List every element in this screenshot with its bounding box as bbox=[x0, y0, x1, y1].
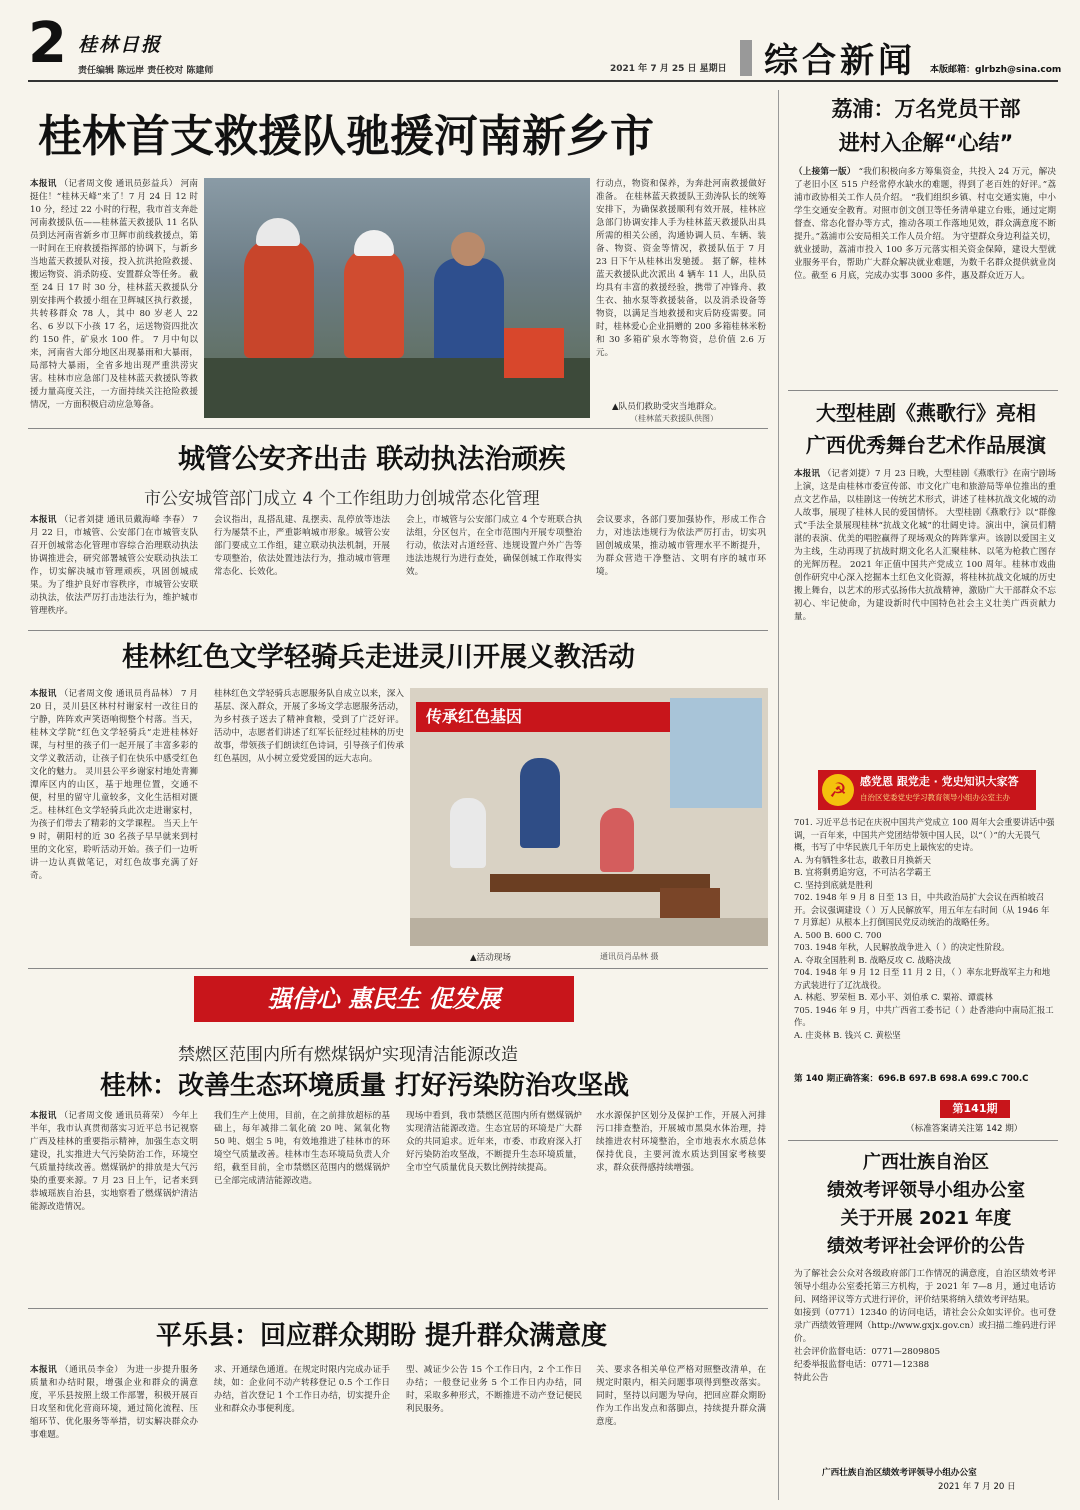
special-banner-text: 强信心 惠民生 促发展 bbox=[267, 984, 501, 1013]
story5-byline: 本报讯 bbox=[30, 1365, 58, 1375]
notice-title-4: 绩效考评社会评价的公告 bbox=[827, 1236, 1025, 1257]
special-col4: 水水源保护区划分及保护工作，开展入河排污口排查整治，开展城市黑臭水体治理，持续推进农村环境整治，全市地表水水质总体保持优良，主要河流水质达到国家考核要求，群众获得感持续增强。 bbox=[596, 1111, 766, 1173]
quiz-band-title: 感党恩 跟党走 · 党史知识大家答 bbox=[860, 775, 1019, 788]
special-text1: 今年上半年，我市认真贯彻落实习近平总书记视察广西及桂林的重要指示精神，加强生态文明建设，扎实推进大气污染防治工作，环境空气质量持续改善。燃煤锅炉的排放是大气污染的重要来源。7 月 23 日上午，记者来到恭城瑶族自治县，实地察看了燃煤锅炉清洁能源改造情况。 bbox=[30, 1111, 198, 1212]
quiz-band-subtitle: 自治区党委党史学习教育领导小组办公室主办 bbox=[860, 793, 1010, 802]
story2-byline: 本报讯 bbox=[30, 515, 57, 525]
special-col1 bbox=[30, 1110, 198, 1302]
special-byline-sub: （记者周文俊 通讯员蒋荣） bbox=[59, 1111, 169, 1121]
lead-photo bbox=[204, 178, 590, 418]
quiz-item: 702. 1948 年 9 月 8 日至 13 日，中共政治局扩大会议在西柏坡召开。会议强调建设（ ）万人民解放军，用五年左右时间（从 1946 年 7 月算起）从根本上打倒国民党反动统治的战略任务。 bbox=[794, 892, 1050, 927]
quiz-answers: 第 140 期正确答案：696.B 697.B 698.A 699.C 700.C bbox=[794, 1074, 1029, 1084]
story5-byline-sub: （通讯员李金） bbox=[60, 1365, 124, 1375]
story3-photo-caption: ▲活动现场 bbox=[470, 953, 511, 963]
story3-col1 bbox=[30, 688, 198, 964]
quiz-item: 703. 1948 年秋，人民解放战争进入（ ）的决定性阶段。 bbox=[794, 942, 1010, 952]
story5-headline: 平乐县：回应群众期盼 提升群众满意度 bbox=[156, 1321, 608, 1351]
editors-line: 责任编辑 陈远岸 责任校对 陈建师 bbox=[78, 66, 214, 76]
party-emblem-icon: ☭ bbox=[822, 774, 854, 806]
floor bbox=[410, 918, 768, 946]
story5-col2: 求、开通绿色通道。在规定时限内完成办证手续，如：企业问不动产转移登记 0.5 个工作日办结，首次登记 1 个工作日办结，切实提升企业和群众办事便利度。 bbox=[214, 1365, 390, 1414]
right-top-text1: “我们积极向多方筹集资金，共投入 24 万元，解决了老旧小区 515 户经常停水缺水的难题，得到了老百姓的好评。”荔浦市政协相关工作人员介绍。 bbox=[794, 167, 1056, 203]
notice-body bbox=[794, 1268, 1056, 1458]
story3-photo-credit: 通讯员肖品林 摄 bbox=[600, 952, 659, 961]
lead-text2: 行动点，物资和保养，为奔赴河南救援做好准备。 bbox=[596, 179, 766, 202]
right-column-divider bbox=[778, 90, 779, 1500]
rule-1 bbox=[28, 428, 768, 429]
notice-text3: 社会评价监督电话：0771—2809805 bbox=[794, 1347, 941, 1357]
special-banner bbox=[194, 976, 574, 1022]
quiz-note: （标准答案请关注第 142 期） bbox=[906, 1124, 1023, 1134]
child-figure bbox=[450, 798, 486, 868]
story3-headline: 桂林红色文学轻骑兵走进灵川开展义教活动 bbox=[122, 642, 635, 673]
rescuer-helmet-2 bbox=[354, 230, 394, 256]
right-top-lead: （上接第一版） bbox=[794, 167, 856, 177]
paper-name: 桂林日报 bbox=[78, 34, 163, 56]
lead-text1c: 7 月中旬以来，河南省大部分地区出现暴雨和大暴雨，局部特大暴雨，全省多地出现严重洪涝灾害。桂林市应急部门及桂林蓝天救援队等救援力量高度关注，一方面持续关注抢险救援情况，一方面积极启动应急筹备。 bbox=[30, 335, 198, 410]
right-top-headline-2: 进村入企解“心结” bbox=[838, 131, 1014, 155]
section-marker bbox=[740, 40, 752, 76]
quiz-item: 701. 习近平总书记在庆祝中国共产党成立 100 周年大会重要讲话中强调，一百年来，中国共产党团结带领中国人民，以“（ ）”的大无畏气概，书写了中华民族几千年历史上最恢宏的史诗。 bbox=[794, 817, 1055, 852]
rule-4 bbox=[28, 1308, 768, 1309]
notice-title-3: 关于开展 2021 年度 bbox=[840, 1208, 1012, 1229]
rescuer-helmet bbox=[256, 218, 300, 246]
story3-text4: 桂林红色文学轻骑兵志愿服务队自成立以来，深入基层、深入群众，开展了多场文学志愿服务活动，为乡村孩子送去了精神食粮，受到了广泛好评。 bbox=[214, 689, 404, 725]
special-headline: 桂林：改善生态环境质量 打好污染防治攻坚战 bbox=[100, 1071, 630, 1101]
quiz-item: 704. 1948 年 9 月 12 日至 11 月 2 日，（ ）率东北野战军主力和地方武装进行了辽沈战役。 bbox=[794, 967, 1051, 990]
quiz-option: C. 坚持到底就是胜利 bbox=[794, 879, 873, 890]
quiz-issue-badge bbox=[940, 1100, 1010, 1118]
quiz-issue: 第141期 bbox=[952, 1102, 998, 1115]
lead-photo-credit: （桂林蓝天救援队供图） bbox=[630, 414, 718, 423]
quiz-list bbox=[794, 816, 1056, 1060]
notice-title-1: 广西壮族自治区 bbox=[863, 1152, 989, 1173]
story3-col2 bbox=[214, 688, 404, 964]
story2-col3: 会上，市城管与公安部门成立 4 个专班联合执法组，分区包片，在全市范围内开展专项整治行动，依法对占道经营、违规设置户外广告等违法违规行为进行查处，确保创城工作取得实效。 bbox=[406, 515, 582, 577]
right-story2-text3: 2021 年正值中国共产党成立 100 周年。桂林市戏曲创作研究中心深入挖掘本土红色文化资源，将桂林抗战文化城的历史搬上舞台，以艺术的形式弘扬伟大抗战精神，激励广大干部群众不忘初心、牢记使命，为建设新时代中国特色社会主义壮美广西贡献力量。 bbox=[794, 560, 1056, 622]
right-rule-1 bbox=[788, 390, 1058, 391]
story3-byline: 本报讯 bbox=[30, 689, 57, 699]
right-story2-headline-1: 大型桂剧《燕歌行》亮相 bbox=[816, 401, 1036, 425]
notice-title-2: 绩效考评领导小组办公室 bbox=[827, 1180, 1025, 1201]
rule-3 bbox=[28, 968, 768, 969]
lead-text2b: 在桂林蓝天救援队王劲涛队长的统筹安排下，为确保救援顺利有效开展，桂林应急部门协调安排人手为桂林蓝天救援队出具所需的相关公函，沟通协调人员、车辆、装备、物资、资金等情况，救援队伍于 7 月 23 日下午从桂林出发驰援。 bbox=[596, 192, 766, 267]
story5-col1 bbox=[30, 1364, 198, 1488]
photo-banner: 传承红色基因 bbox=[416, 702, 676, 732]
right-story2-text2: 大型桂剧《燕歌行》以“群像式”手法全景展现桂林“抗战文化城”的壮阔史诗。演出中，演员们精湛的表演、优美的唱腔赢得了现场观众的阵阵掌声。该剧以爱国主义为主线，生动再现了抗战时期文化名人汇聚桂林、以笔为枪救亡图存的光辉历程。 bbox=[794, 508, 1056, 570]
special-col2: 我们生产上使用，目前，在之前排放超标的基础上，每年减排二氧化硫 20 吨、氮氧化物 50 吨、烟尘 5 吨，有效地推进了桂林市的环境空气质量改善。桂林市生态环境局负责人介绍，截至目前，全市禁燃区范围内的燃煤锅炉已全部完成清洁能源改造。 bbox=[214, 1111, 390, 1186]
story5-text1: 为进一步提升服务质量和办结时限，增强企业和群众的满意度，平乐县按照上级工作部署，积极开展百日攻坚和优化营商环境，通过简化流程、压缩环节、优化服务等举措，切实解决群众办事难题。 bbox=[30, 1365, 198, 1440]
story2-subhead: 市公安城管部门成立 4 个工作组助力创城常态化管理 bbox=[144, 489, 540, 509]
story2-text1: 7 月 22 日，市城管、公安部门在市城管支队召开创城常态化管理市容综合治理联动执法协调推进会，研究部署城管公安联动执法工作，切实解决城市管理顽疾，巩固创城成果。为了维护良好市容秩序，市城管公安联动执法，依法严厉打击违法行为，维护城市管理秩序。 bbox=[30, 515, 198, 616]
lead-byline-sub: （记者周文俊 通讯员彭益兵） bbox=[59, 179, 178, 189]
page-number: 2 bbox=[28, 11, 67, 76]
story2-col4: 会议要求，各部门要加强协作，形成工作合力，对违法违规行为依法严厉打击，切实巩固创城成果，推动城市管理水平不断提升，为群众营造干净整洁、文明有序的城市环境。 bbox=[596, 515, 766, 577]
story2-col1 bbox=[30, 514, 198, 626]
story3-photo bbox=[410, 688, 768, 946]
story2-byline-sub: （记者刘捷 通讯员戴海峰 李春） bbox=[59, 515, 190, 525]
right-top-headline-1: 荔浦：万名党员干部 bbox=[831, 97, 1021, 121]
story2-col2: 会议指出，乱搭乱建、乱摆卖、乱停放等违法行为屡禁不止，严重影响城市形象。城管公安部门要成立工作组，建立联动执法机制，开展专项整治，依法处置违法行为，推动城市管理常态化、长效化。 bbox=[214, 515, 390, 577]
child-figure-2 bbox=[600, 808, 634, 872]
lead-col2 bbox=[596, 178, 766, 394]
rule-2 bbox=[28, 630, 768, 631]
right-story2-text1: （记者刘捷）7 月 23 日晚，大型桂剧《燕歌行》在南宁剧场上演，这是由桂林市委宣传部、市文化广电和旅游局等单位推出的重点文艺作品，以桂剧这一传统艺术形式，讲述了桂林抗战文化城的动人故事，展现了桂林人民的爱国情怀。 bbox=[794, 469, 1056, 518]
section-email: 本版邮箱：glrbzh@sina.com bbox=[930, 65, 1062, 75]
notice-date: 2021 年 7 月 20 日 bbox=[938, 1482, 1016, 1492]
special-col3: 现场中看到，我市禁燃区范围内所有燃煤锅炉实现清洁能源改造。生态宜居的环境是广大群众的共同追求。近年来，市委、市政府深入打好污染防治攻坚战，不断提升生态环境质量，全市空气质量优良天数比例持续提高。 bbox=[406, 1111, 582, 1173]
masthead-rule bbox=[28, 80, 1058, 82]
story2-headline: 城管公安齐出击 联动执法治顽疾 bbox=[178, 444, 566, 475]
quiz-option: A. 为有牺牲多壮志，敢教日月换新天 bbox=[794, 854, 931, 865]
notice-text1: 为了解社会公众对各级政府部门工作情况的满意度，自治区绩效考评领导小组办公室委托第三方机构，于 2021 年 7—8 月，通过电话访问、网络评议等方式进行评价，评价结果将纳入绩效考评结果。 bbox=[794, 1269, 1056, 1305]
notice-text2: 如接到（0771）12340 的访问电话，请社会公众如实评价。也可登录广西绩效管理网（http://www.gxjx.gov.cn）或扫描二维码进行评价。 bbox=[794, 1308, 1056, 1344]
lead-text1: 河南挺住！“桂林天峰”来了！7 月 24 日 12 时 10 分，经过 22 小时的行程，我市首支奔赴河南救援队伍——桂林蓝天救援队 11 名队员到达河南省新乡市卫辉市前线救援点，第一时间在王府救援指挥部的协调下，与新乡当地蓝天救援队对接，投入抗洪抢险救援、搬运物资、消杀防疫、安置群众等任务。 bbox=[30, 179, 198, 280]
right-top-text3: 为守望群众身边利益关切，就业援助，荔浦市投入 100 多万元落实相关资金保障，建设大型就业服务平台，帮助广大群众解决就业难题，为数千名群众提供就业岗位。截至 6 月底，完成办实事 3000 多件，惠及群众近万人。 bbox=[794, 232, 1056, 281]
quiz-option: A. 500 B. 600 C. 700 bbox=[794, 929, 882, 940]
civilian-head bbox=[451, 232, 485, 266]
story3-text1: 7 月 20 日，灵川县区林村村谢家村一改往日的宁静，阵阵欢声笑语响彻整个村落。当天，桂林文学院“红色文学轻骑兵”走进桂林好课，与村里的孩子们一起开展了丰富多彩的文学义教活动，让孩子们在快乐中感受红色文化的魅力。 bbox=[30, 689, 198, 777]
special-subhead: 禁燃区范围内所有燃煤锅炉实现清洁能源改造 bbox=[178, 1045, 518, 1065]
masthead bbox=[0, 0, 1080, 90]
lead-text1b: 截至 24 日 17 时 30 分，桂林蓝天救援队分别安排两个救援小组在卫辉城区执行救援，共转移群众 78 人，其中 80 岁老人 22 名、6 岁以下小孩 17 名，运送物资四批次约 150 件，矿泉水 100 件。 bbox=[30, 270, 198, 345]
quiz-band bbox=[818, 770, 1036, 810]
right-rule-2 bbox=[788, 1140, 1058, 1141]
quiz-item: 705. 1946 年 9 月，中共广西省工委书记（ ）赴香港向中南局汇报工作。 bbox=[794, 1004, 1054, 1027]
lead-headline: 桂林首支救援队驰援河南新乡市 bbox=[38, 111, 654, 162]
teacher-figure bbox=[520, 758, 560, 848]
right-story2-byline: 本报讯 bbox=[794, 469, 821, 479]
story3-byline-sub: （记者周文俊 通讯员肖品林） bbox=[59, 689, 178, 699]
issue-date: 2021 年 7 月 25 日 星期日 bbox=[610, 64, 727, 74]
story3-text5: 活动中，志愿者们讲述了红军长征经过桂林的历史故事，带领孩子们朗读红色诗词，引导孩子们传承红色基因，从小树立爱党爱国的远大志向。 bbox=[214, 728, 404, 764]
civilian-figure bbox=[434, 258, 504, 368]
lead-byline: 本报讯 bbox=[30, 179, 57, 189]
notice-signature: 广西壮族自治区绩效考评领导小组办公室 bbox=[822, 1468, 977, 1478]
section-title: 综合新闻 bbox=[764, 41, 916, 81]
quiz-option: B. 宜将剩勇追穷寇，不可沽名学霸王 bbox=[794, 867, 932, 877]
notice-text5: 特此公告 bbox=[794, 1373, 829, 1383]
quiz-option: A. 林彪、罗荣桓 B. 邓小平、刘伯承 C. 粟裕、谭震林 bbox=[794, 992, 993, 1002]
right-top-text bbox=[794, 166, 1056, 386]
story3-text3: 当天上午 9 时，朝阳村的近 30 名孩子早早就来到村里的文化室，聆听活动开始。孩子们一边听讲一边认真做笔记，对红色故事充满了好奇。 bbox=[30, 819, 198, 881]
story5-col4: 关、要求各相关单位严格对照整改清单，在规定时限内，相关问题事项得到整改落实。同时，坚持以问题为导向，把回应群众期盼作为工作出发点和落脚点，持续提升群众满意度。 bbox=[596, 1365, 766, 1427]
lead-photo-caption: ▲队员们救助受灾当地群众。 bbox=[612, 402, 722, 412]
story3-text2: 灵川县公平乡谢家村地处青狮潭库区内的山区，基于地理位置，交通不便，村里的留守儿童较多，文化生活相对匮乏。桂林红色文学轻骑兵此次走进谢家村，为孩子们带去了精彩的文学课程。 bbox=[30, 767, 198, 829]
story5-col3: 型、减证少公告 15 个工作日内，2 个工作日办结；一般登记业务 5 个工作日内办结，同时，采取多种形式，不断推进不动产登记便民利民服务。 bbox=[406, 1365, 582, 1414]
lead-col1 bbox=[30, 178, 198, 424]
right-story2-text bbox=[794, 468, 1056, 774]
wall-board bbox=[670, 698, 762, 808]
right-story2-headline-2: 广西优秀舞台艺术作品展演 bbox=[806, 433, 1046, 457]
lead-text2c: 据了解，桂林蓝天救援队此次派出 4 辆车 11 人，出队员均具有丰富的救援经验，携带了冲锋舟、救生衣、抽水泵等救援装备，以及消杀设备等物资，以满足当地救援和灾后防疫需要。同时，桂林爱心企业捐赠的 200 多箱桂林米粉和 30 多箱矿泉水等物资，总价值 2.6 万元。 bbox=[596, 257, 766, 358]
rescuer-figure-2 bbox=[344, 248, 404, 358]
quiz-option: A. 庄炎林 B. 钱兴 C. 黄松坚 bbox=[794, 1029, 901, 1040]
rescuer-figure bbox=[244, 238, 314, 358]
quiz-option: A. 夺取全国胜利 B. 战略反攻 C. 战略决战 bbox=[794, 954, 951, 965]
special-byline: 本报讯 bbox=[30, 1111, 57, 1121]
right-top-text2: “我们组织乡镇、村屯交通实施，中小学生交通安全教育。对照市创文创卫等任务清单建立台账，通过定期督查、常态化督办等方式，推动各项工作落地见效，群众满意度不断提升。”荔浦市公安局相关工作人员介绍。 bbox=[794, 193, 1056, 242]
red-bag bbox=[504, 328, 564, 378]
notice-text4: 纪委举报监督电话：0771—12388 bbox=[794, 1360, 930, 1370]
